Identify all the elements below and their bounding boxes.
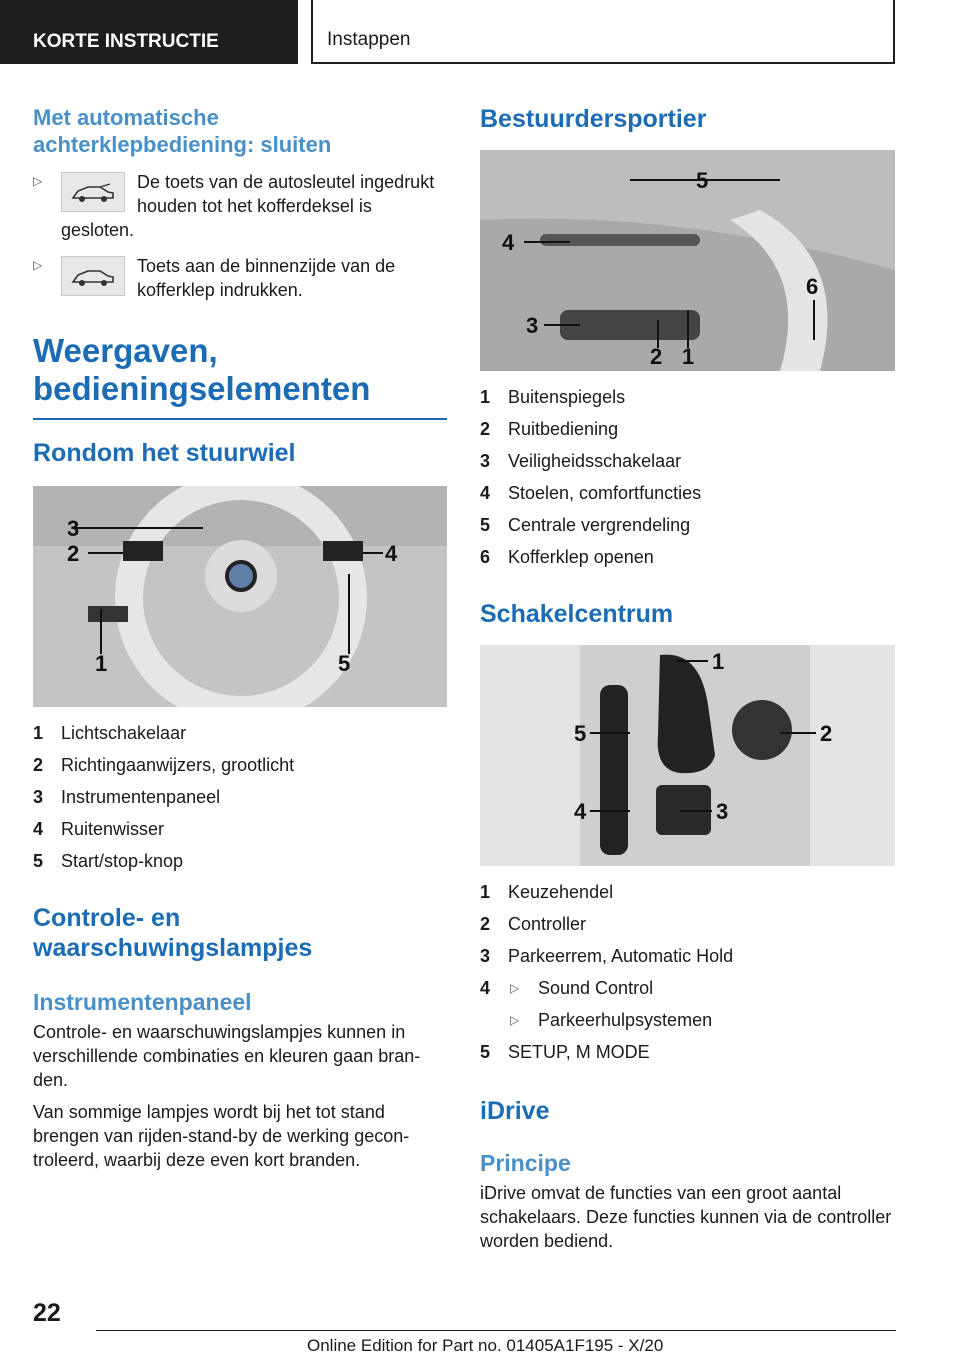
center-legend — [480, 876, 895, 1068]
center-title: Schakelcentrum — [480, 600, 674, 628]
close-bullet-1-text: De toets van de autosleutel ingedrukt houden tot het kofferdeksel is gesloten. — [61, 172, 435, 240]
legend-item: 4 Stoelen, comfortfuncties — [480, 483, 702, 503]
triangle-bullet-icon: ▷ — [33, 174, 43, 188]
legend-item: 1 Buitenspiegels — [480, 387, 626, 407]
legend-item: 5 Centrale vergrendeling — [480, 515, 691, 535]
legend-item: 6 Kofferklep openen — [480, 547, 654, 567]
door-label-4: 4 — [502, 230, 515, 255]
legend-item: 2 Controller — [480, 914, 587, 934]
principle-title: Principe — [480, 1150, 571, 1176]
driver-door-photo — [480, 150, 895, 371]
cluster-paragraph-2: Van sommige lampjes wordt bij het tot stand brengen van rijden-stand-by de werking gecontroleerd, waarbij deze even kort branden. — [33, 1102, 410, 1170]
close-bullet-2-text: Toets aan de binnenzijde van de kofferklep indrukken. — [137, 256, 396, 300]
lamps-title: Controle- en waarschuwingslampjes — [33, 904, 313, 962]
header-section: KORTE INSTRUCTIE — [0, 0, 298, 64]
car-tailgate-icon — [61, 256, 125, 296]
legend-item: 3 Veiligheidsschakelaar — [480, 451, 682, 471]
legend-item: 5 Start/stop-knop — [33, 851, 184, 871]
steering-label-3: 3 — [67, 516, 80, 541]
triangle-bullet-icon: ▷ — [510, 981, 520, 995]
principle-paragraph: iDrive omvat de functies van een groot aantal schakelaars. Deze functies kunnen via de controller worden bediend. — [480, 1183, 892, 1251]
steering-label-2: 2 — [67, 541, 80, 566]
legend-item: 3 Parkeerrem, Automatic Hold — [480, 946, 734, 966]
sub-item: ▷ Sound Control — [508, 972, 895, 1004]
center-console-photo — [480, 645, 895, 866]
left-column — [33, 104, 447, 1172]
steering-label-1: 1 — [95, 651, 108, 676]
legend-item: 2 Richtingaanwijzers, grootlicht — [33, 755, 295, 775]
footer-rule — [96, 1330, 896, 1331]
header-chapter: Instappen — [311, 0, 895, 64]
door-label-5: 5 — [696, 168, 709, 193]
door-label-6: 6 — [806, 274, 819, 299]
door-label-2: 2 — [650, 344, 663, 369]
legend-item: 5 SETUP, M MODE — [480, 1042, 650, 1062]
steering-legend — [33, 717, 447, 877]
steering-title: Rondom het stuurwiel — [33, 439, 296, 467]
door-label-3: 3 — [526, 313, 539, 338]
center-label-2: 2 — [820, 721, 833, 746]
footer-edition: Online Edition for Part no. 01405A1F195 - X/20 — [307, 1336, 664, 1355]
legend-item: 2 Ruitbediening — [480, 419, 619, 439]
cluster-title: Instrumentenpaneel — [33, 989, 252, 1015]
page-number: 22 — [33, 1299, 61, 1327]
legend-item: 3 Instrumentenpaneel — [33, 787, 221, 807]
steering-label-4: 4 — [385, 541, 398, 566]
triangle-bullet-icon: ▷ — [33, 258, 43, 272]
center-label-3: 3 — [716, 799, 729, 824]
idrive-title: iDrive — [480, 1097, 550, 1125]
steering-label-5: 5 — [338, 651, 351, 676]
close-bullet-2 — [33, 254, 447, 302]
close-title: Met automatische achterklepbediening: sluiten — [33, 105, 332, 157]
cluster-paragraph-1: Controle- en waarschuwingslampjes kunnen in verschillende combinaties en kleuren gaan branden. — [33, 1022, 421, 1090]
steering-wheel-photo — [33, 486, 447, 707]
legend-item: 1 Lichtschakelaar — [33, 723, 187, 743]
sub-item: ▷ Parkeerhulpsystemen — [508, 1004, 895, 1036]
center-label-4: 4 — [574, 799, 587, 824]
center-label-1: 1 — [712, 649, 725, 674]
triangle-bullet-icon: ▷ — [510, 1013, 520, 1027]
section-rule — [33, 418, 447, 420]
door-label-1: 1 — [682, 344, 695, 369]
close-bullet-1 — [33, 170, 447, 242]
right-column — [480, 104, 895, 1253]
legend-item: 4 Ruitenwisser — [33, 819, 165, 839]
door-title: Bestuurdersportier — [480, 105, 707, 133]
section-title: Weergaven, bedieningselementen — [33, 332, 371, 407]
legend-item: 4 ▷ Sound Control ▷ Parkeerhulpsystemen — [480, 972, 895, 1036]
door-legend — [480, 381, 895, 573]
center-label-5: 5 — [574, 721, 587, 746]
legend-item: 1 Keuzehendel — [480, 882, 614, 902]
car-tailgate-icon — [61, 172, 125, 212]
